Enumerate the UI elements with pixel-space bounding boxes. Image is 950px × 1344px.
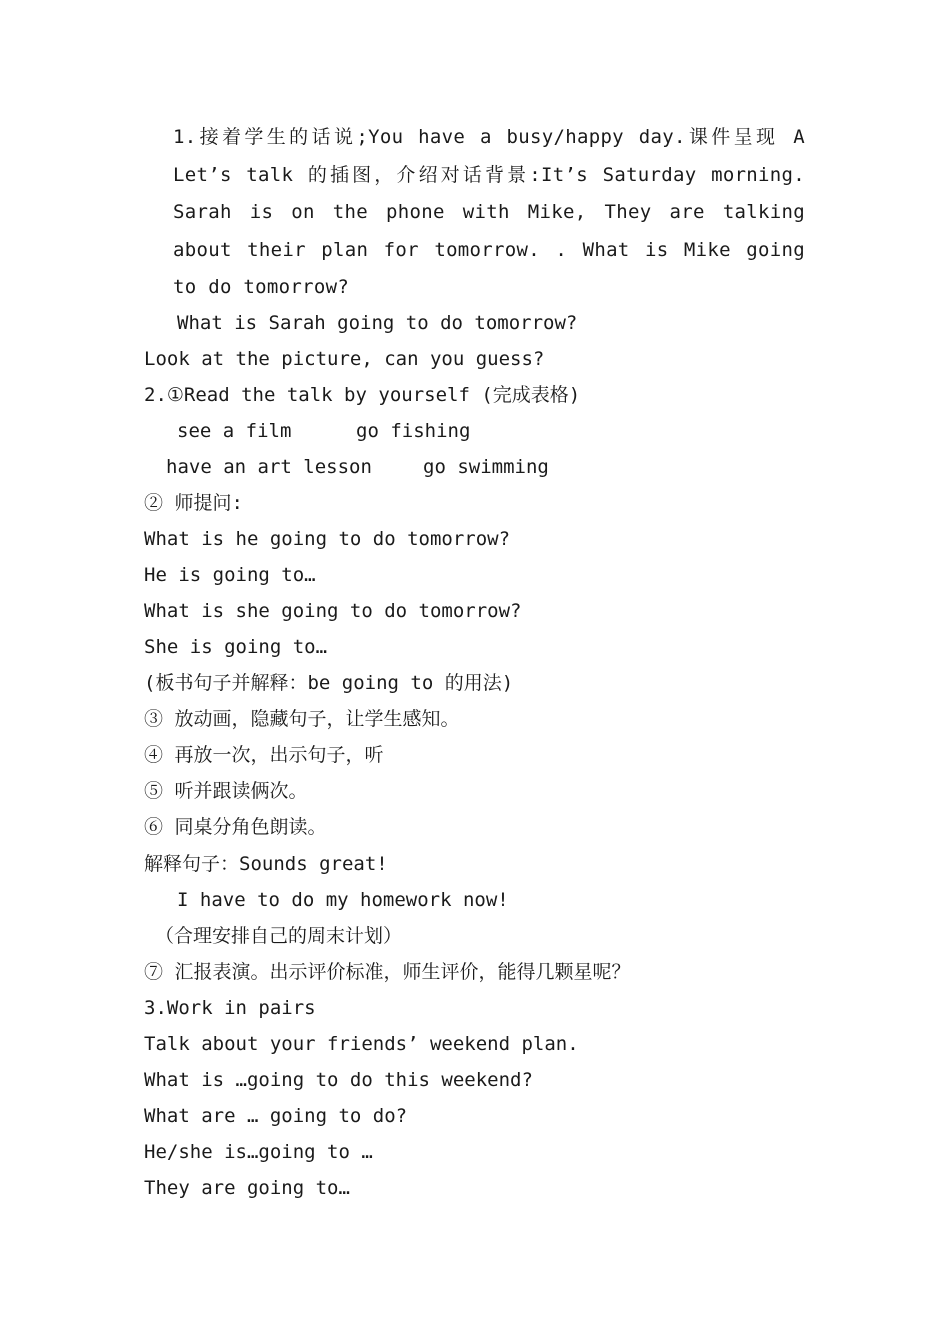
pattern-4: They are going to… <box>144 1177 350 1199</box>
step-7-report: ⑦ 汇报表演。出示评价标准，师生评价，能得几颗星呢？ <box>144 961 631 983</box>
pattern-3: He/she is…going to … <box>144 1141 373 1163</box>
step-6-roleplay: ⑥ 同桌分角色朗读。 <box>144 816 327 838</box>
step2-heading: 2.①Read the talk by yourself (完成表格) <box>144 384 581 406</box>
explain-sentence: 解释句子：Sounds great! <box>144 853 388 875</box>
step3-heading: 3.Work in pairs <box>144 997 316 1019</box>
answer-she: She is going to… <box>144 636 328 658</box>
sarah-question: What is Sarah going to do tomorrow? <box>177 312 578 334</box>
pattern-2: What are … going to do? <box>144 1105 408 1127</box>
step-5-repeat: ⑤ 听并跟读俩次。 <box>144 780 308 802</box>
activity-art-lesson: have an art lesson <box>166 456 372 478</box>
question-he: What is he going to do tomorrow? <box>144 528 511 550</box>
guess-prompt: Look at the picture, can you guess? <box>144 348 545 370</box>
step3-task: Talk about your friends’ weekend plan. <box>144 1033 579 1055</box>
homework-sentence: I have to do my homework now! <box>177 889 509 911</box>
activity-go-fishing: go fishing <box>356 420 471 442</box>
activity-go-swimming: go swimming <box>423 456 549 478</box>
weekend-note: （合理安排自己的周末计划） <box>155 925 403 947</box>
teacher-asks: ② 师提问: <box>144 492 243 514</box>
board-note: (板书句子并解释：be going to 的用法) <box>144 672 514 694</box>
step1-paragraph: 1.接着学生的话说;You have a busy/happy day.课件呈现 A Let’s talk 的插图，介绍对话背景:It’s Saturday morning. Sarah is on the phone with Mike, They are talking about their plan for tomorrow. . What is Mike going to do tomorrow? <box>173 126 805 298</box>
step-4-replay: ④ 再放一次，出示句子，听 <box>144 744 384 766</box>
answer-he: He is going to… <box>144 564 316 586</box>
activity-see-film: see a film <box>177 420 292 442</box>
question-she: What is she going to do tomorrow? <box>144 600 522 622</box>
pattern-1: What is …going to do this weekend? <box>144 1069 533 1091</box>
step-3-animation: ③ 放动画，隐藏句子，让学生感知。 <box>144 708 460 730</box>
